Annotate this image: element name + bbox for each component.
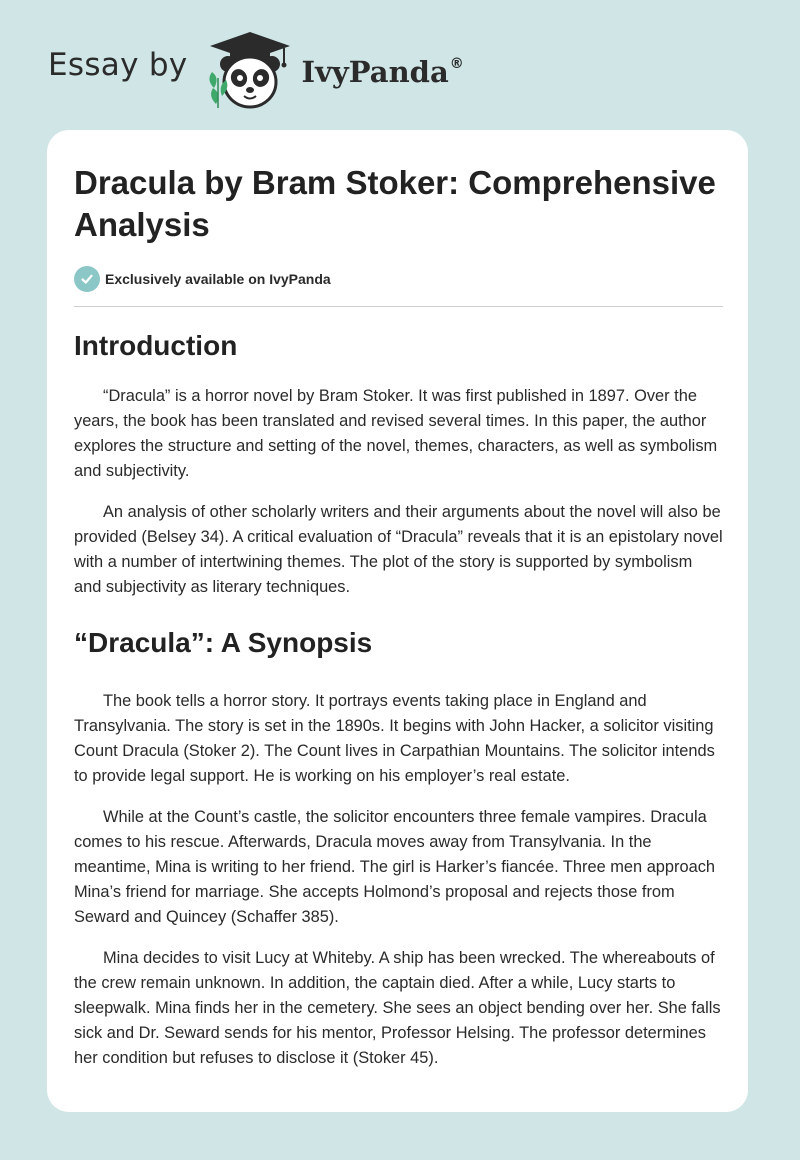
paragraph: “Dracula” is a horror novel by Bram Stoker. It was first published in 1897. Over the years, the book has been translated and revised several times. In this paper, the author explores the structure and setting of the novel, themes, characters, as well as symbolism and subjectivity. [74,387,718,480]
paragraph: The book tells a horror story. It portrays events taking place in England and Transylvania. The story is set in the 1890s. It begins with John Hacker, a solicitor visiting Count Dracula (Stoker 2). The Count lives in Carpathian Mountains. The solicitor intends to provide legal support. He is working on his employer’s real estate. [74,692,715,785]
site-header [48,30,464,110]
section-heading-introduction: Introduction [74,330,238,361]
panda-graduation-cap-icon[interactable] [204,30,296,110]
paragraph: Mina decides to visit Lucy at Whiteby. A ship has been wrecked. The whereabouts of the crew remain unknown. In addition, the captain died. After a while, Lucy starts to sleepwalk. Mina finds her in the cemetery. She sees an object bending over her. She falls sick and Dr. Seward sends for his mentor, Professor Helsing. The professor determines her condition but refuses to disclose it (Stoker 45). [74,949,721,1067]
essay-by-label: Essay by [48,47,188,83]
exclusive-badge [74,266,723,292]
brand-text: IvyPanda [301,55,449,89]
paragraph: An analysis of other scholarly writers and their arguments about the novel will also be provided (Belsey 34). A critical evaluation of “Dracula” reveals that it is an epistolary novel with a number of intertwining themes. The plot of the story is supported by symbolism and subjectivity as literary techniques. [74,503,723,596]
exclusive-label: Exclusively available on IvyPanda [105,271,331,287]
paragraph: While at the Count’s castle, the solicitor encounters three female vampires. Dracula comes to his rescue. Afterwards, Dracula moves away from Transylvania. In the meantime, Mina is writing to her friend. The girl is Harker’s fiancée. Three men approach Mina’s friend for marriage. She accepts Holmond’s proposal and rejects those from Seward and Quincey (Schaffer 385). [74,808,716,926]
article-title: Dracula by Bram Stoker: Comprehensive Analysis [74,164,716,243]
divider [74,306,723,307]
brand-name[interactable] [302,55,464,89]
article-content [74,162,723,1071]
registered-mark: ® [449,56,464,72]
article-card [47,130,748,1112]
section-heading-synopsis: “Dracula”: A Synopsis [74,627,373,658]
check-circle-icon [74,266,100,292]
